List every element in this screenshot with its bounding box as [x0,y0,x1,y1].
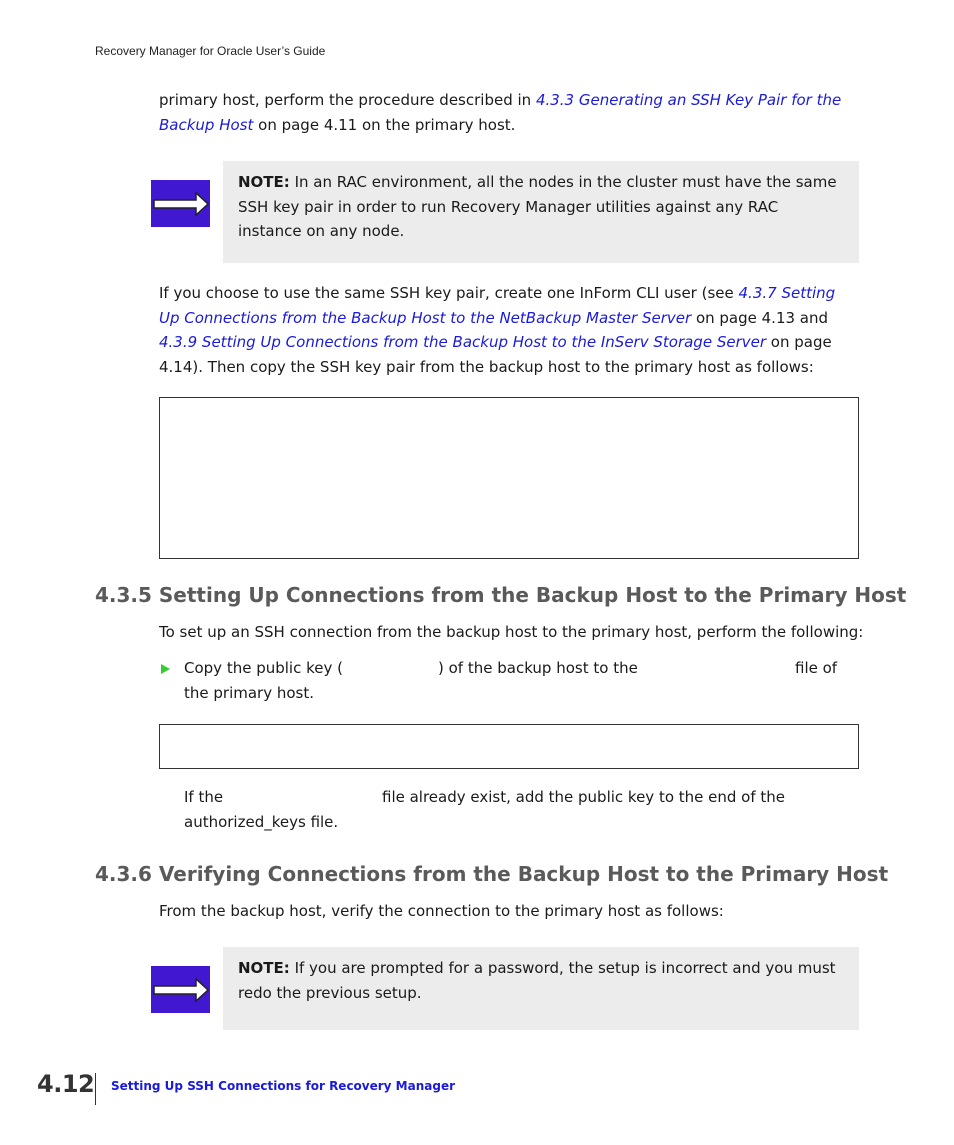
code-block-copy-public-key [159,724,859,769]
note-body: If you are prompted for a password, the setup is incorrect and you must redo the previous setup. [238,959,836,1002]
section-heading-4-3-6: 4.3.6 Verifying Connections from the Backup Host to the Primary Host [95,862,889,886]
file-exists-line2: authorized_keys file. [184,813,339,831]
note-body: In an RAC environment, all the nodes in the cluster must have the same SSH key pair in order to run Recovery Manager utilities against any RAC instance on any node. [238,173,837,240]
note-text-password [238,956,844,1005]
footer-divider [95,1073,96,1105]
bullet-text-line2: the primary host. [184,684,315,702]
para2-text-2: on page 4.13 and [691,308,829,327]
running-header: Recovery Manager for Oracle User’s Guide [95,44,326,58]
bullet-text-part3: file of [795,659,838,677]
section-4-3-6-intro: From the backup host, verify the connection to the primary host as follows: [159,902,724,920]
code-block-copy-keypair [159,397,859,559]
same-keypair-paragraph [159,281,859,379]
arrow-right-icon [151,180,210,227]
note-label: NOTE: [238,173,290,191]
bullet-text-part2: ) of the backup host to the [438,659,638,677]
note-text-rac [238,170,844,244]
para2-text-1: If you choose to use the same SSH key pair, create one InForm CLI user (see [159,284,739,302]
section-heading-4-3-5: 4.3.5 Setting Up Connections from the Backup Host to the Primary Host [95,583,907,607]
link-4-3-7[interactable]: 4.3.7 Setting Up Connections from the Backup Host to the NetBackup Master Server [159,284,836,327]
section-4-3-5-intro: To set up an SSH connection from the backup host to the primary host, perform the following: [159,623,864,641]
if-the-text: If the [184,788,224,806]
para2-text-3: on page 4.14). Then copy the SSH key pair from the backup host to the primary host as follows: [159,333,832,376]
footer-chapter-title: Setting Up SSH Connections for Recovery Manager [111,1079,456,1093]
arrow-right-icon [151,966,210,1013]
intro-text-after: on page 4.11 on the primary host. [253,115,516,134]
link-4-3-3[interactable]: 4.3.3 Generating an SSH Key Pair for the Backup Host [159,91,842,134]
note-label: NOTE: [238,959,290,977]
intro-paragraph [159,88,859,137]
page-number: 4.12 [37,1070,95,1098]
bullet-arrow-icon [161,664,170,674]
link-4-3-9[interactable]: 4.3.9 Setting Up Connections from the Backup Host to the InServ Storage Server [159,333,767,351]
intro-text-before: primary host, perform the procedure described in [159,91,536,109]
file-exists-text: file already exist, add the public key to the end of the [382,788,786,806]
bullet-text-part1: Copy the public key ( [184,659,343,677]
